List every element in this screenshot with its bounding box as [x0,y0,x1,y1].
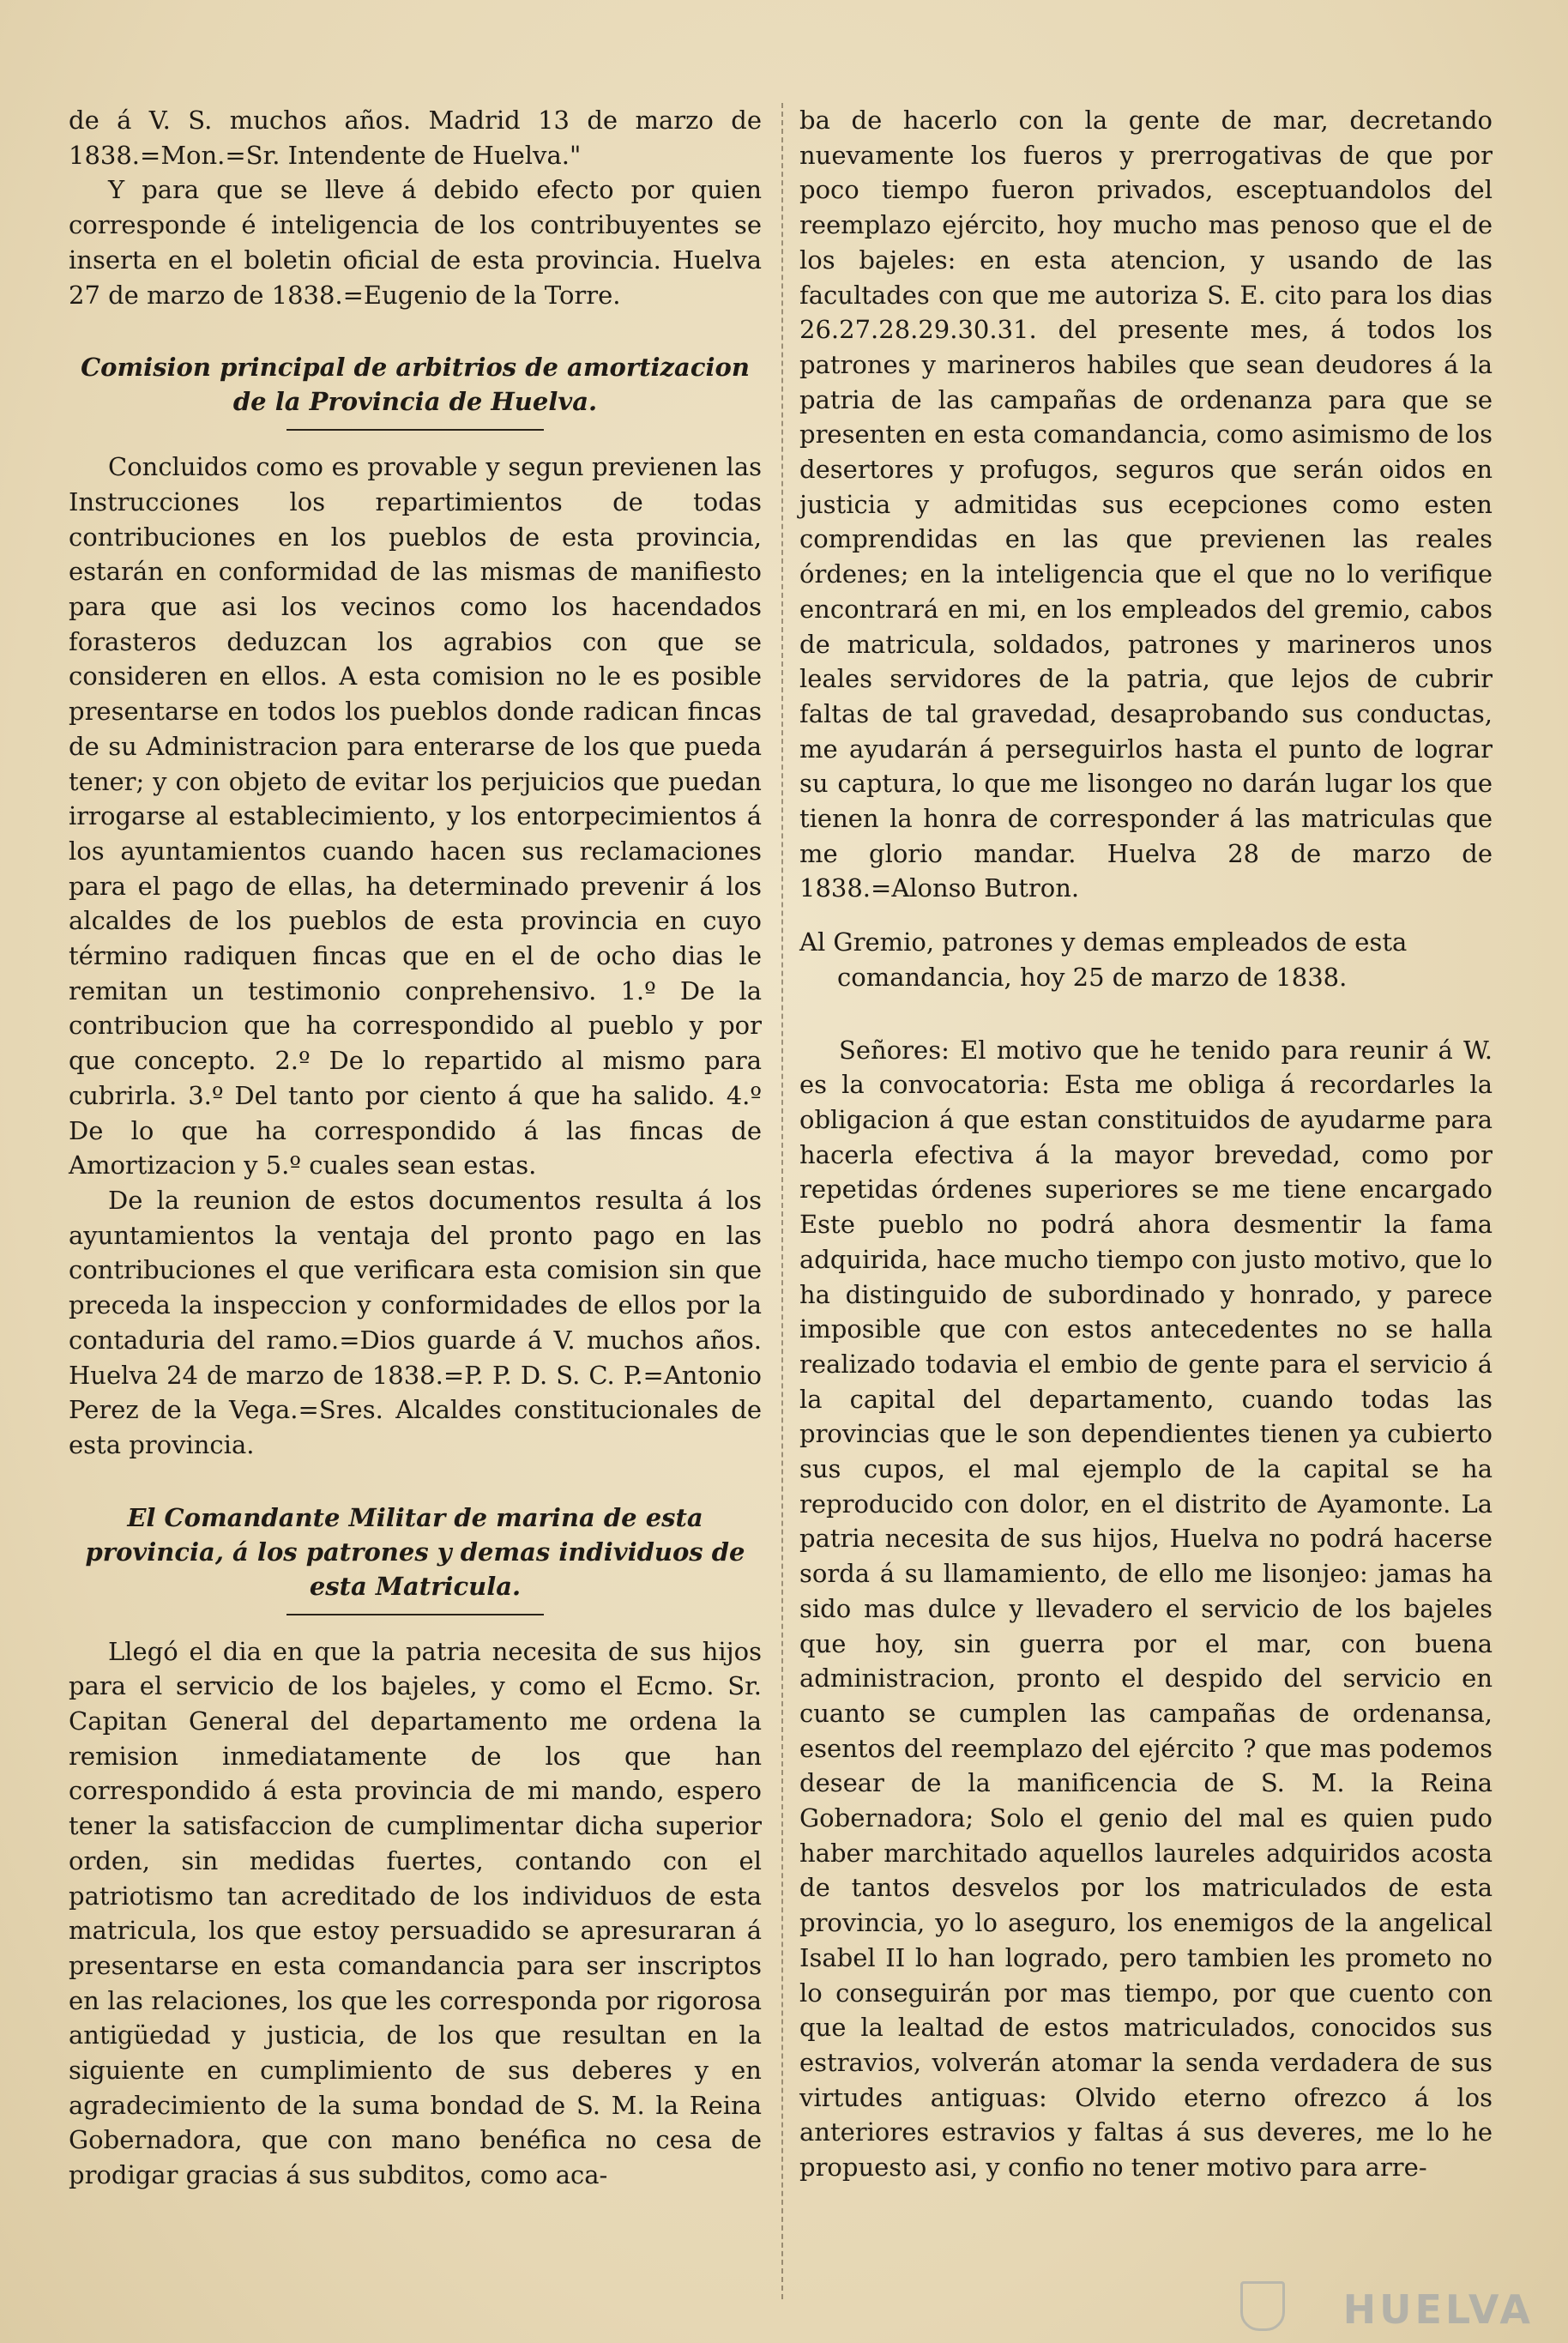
column-divider [781,103,783,2299]
heading-comision-arbitrios: Comision principal de arbitrios de amortizacion de la Provincia de Huelva. [81,353,750,417]
watermark-huelva: HUELVA [1342,2286,1534,2333]
left-paragraph-4: De la reunion de estos documentos resulta á los ayuntamientos la ventaja del pronto pago en las contribuciones el que verificara esta comision sin que preceda la inspeccion y conformidades de ellos por la contaduria del ramo.=Dios guarde á V. muchos años. Huelva 24 de marzo de 1838.=P. P. D. S. C. P.=Antonio Perez de la Vega.=Sres. Alcaldes constitucionales de esta provincia. [69,1185,762,1459]
heading-al-gremio: Al Gremio, patrones y demas empleados de esta comandancia, hoy 25 de marzo de 1838. [799,927,1408,992]
left-paragraph-3: Concluidos como es provable y segun previenen las Instrucciones los repartimientos de todas contribuciones en los pueblos de esta provincia, estarán en conformidad de las mismas de manifiesto para que asi los vecinos como los hacendados forasteros deduzcan los agrabios con que se consideren en ellos. A esta comision no le es posible presentarse en todos los pueblos donde radican fincas de su Administracion para enterarse de los que pueda tener; y con objeto de evitar los perjuicios que puedan irrogarse al establecimiento, y los entorpecimientos á los ayuntamientos cuando hacen sus reclamaciones para el pago de ellas, ha determinado prevenir á los alcaldes de los pueblos de esta provincia en cuyo término radiquen fincas que en el de ocho dias le remitan un testimonio conprehensivo. 1.º De la contribucion que ha correspondido al pueblo y por que concepto. 2.º De lo repartido al mismo para cubrirla. 3.º Del tanto por ciento á que ha salido. 4.º De lo que ha correspondido á las fincas de Amortizacion y 5.º cuales sean estas. [69,452,762,1181]
left-column [69,103,762,2193]
left-paragraph-5: Llegó el dia en que la patria necesita de sus hijos para el servicio de los bajeles, y como el Ecmo. Sr. Capitan General del departamento me ordena la remision inmediatamente de los que han correspondido á esta provincia de mi mando, espero tener la satisfaccion de cumplimentar dicha superior orden, sin medidas fuertes, contando con el patriotismo tan acreditado de los individuos de esta matricula, los que estoy persuadido se apresuraran á presentarse en esta comandancia para ser inscriptos en las relaciones, los que les corresponda por rigorosa antigüedad y justicia, de los que resultan en la siguiente en cumplimiento de sus deberes y en agradecimiento de la suma bondad de S. M. la Reina Gobernadora, que con mano benéfica no cesa de prodigar gracias á sus subditos, como aca- [69,1636,762,2190]
right-paragraph-1: ba de hacerlo con la gente de mar, decretando nuevamente los fueros y prerrogativas de que por poco tiempo fueron privados, esceptuandolos del reemplazo ejército, hoy mucho mas penoso que el de los bajeles: en esta atencion, y usando de las facultades con que me autoriza S. E. cito para los dias 26.27.28.29.30.31. del presente mes, á todos los patrones y marineros habiles que sean deudores á la patria de las campañas de ordenanza para que se presenten en esta comandancia, como asimismo de los desertores y profugos, seguros que serán oidos en justicia y admitidas sus ecepciones como esten comprendidas en las que previenen las reales órdenes; en la inteligencia que el que no lo verifique encontrará en mi, en los empleados del gremio, cabos de matricula, soldados, patrones y marineros unos leales servidores de la patria, que lejos de cubrir faltas de tal gravedad, desaprobando sus conductas, me ayudarán á perseguirlos hasta el punto de lograr su captura, lo que me lisongeo no darán lugar los que tienen la honra de corresponder á las matriculas que me glorio mandar. Huelva 28 de marzo de 1838.=Alonso Butron. [799,106,1493,903]
newspaper-page [69,103,1518,2299]
heading-comandante-marina: El Comandante Militar de marina de esta provincia, á los patrones y demas individuos de esta Matricula. [85,1502,745,1601]
left-paragraph-2: Y para que se lleve á debido efecto por quien corresponde é inteligencia de los contribuyentes se inserta en el boletin oficial de esta provincia. Huelva 27 de marzo de 1838.=Eugenio de la Torre. [69,175,762,310]
right-paragraph-2: Señores: El motivo que he tenido para reunir á W. es la convocatoria: Esta me obliga á recordarles la obligacion á que estan constituidos de ayudarme para hacerla efectiva á la mayor brevedad, como por repetidas órdenes superiores se me tiene encargado Este pueblo no podrá ahora desmentir la fama adquirida, hace mucho tiempo con justo motivo, que lo ha distinguido de subordinado y honrado, y parece imposible que con estos antecedentes no se halla realizado todavia el embio de gente para el servicio á la capital del departamento, cuando todas las provincias que le son dependientes tienen ya cubierto sus cupos, el mal ejemplo de la capital se ha reproducido con dolor, en el distrito de Ayamonte. La patria necesita de sus hijos, Huelva no podrá hacerse sorda á su llamamiento, de ello me lisonjeo: jamas ha sido mas dulce y llevadero el servicio de los bajeles que hoy, sin guerra por el mar, con buena administracion, pronto el despido del servicio en cuanto se cumplen las campañas de ordenansa, esentos del reemplazo del ejército ? que mas podemos desear de la manificencia de S. M. la Reina Gobernadora; Solo el genio del mal es quien pudo haber marchitado aquellos laureles adquiridos acosta de tantos desvelos por los matriculados de esta provincia, yo lo aseguro, los enemigos de la angelical Isabel II lo han logrado, pero tambien les prometo no lo conseguirán por mas tiempo, por que cuento con que la lealtad de estos matriculados, conocidos sus estravios, volverán atomar la senda verdadera de sus virtudes antiguas: Olvido eterno ofrezco á los anteriores estravios y faltas á sus deveres, me lo he propuesto asi, y confio no tener motivo para arre- [799,1035,1493,2183]
left-paragraph-1: de á V. S. muchos años. Madrid 13 de marzo de 1838.=Mon.=Sr. Intendente de Huelva." [69,106,762,170]
shield-icon [1240,2281,1285,2331]
right-column [799,103,1493,2185]
